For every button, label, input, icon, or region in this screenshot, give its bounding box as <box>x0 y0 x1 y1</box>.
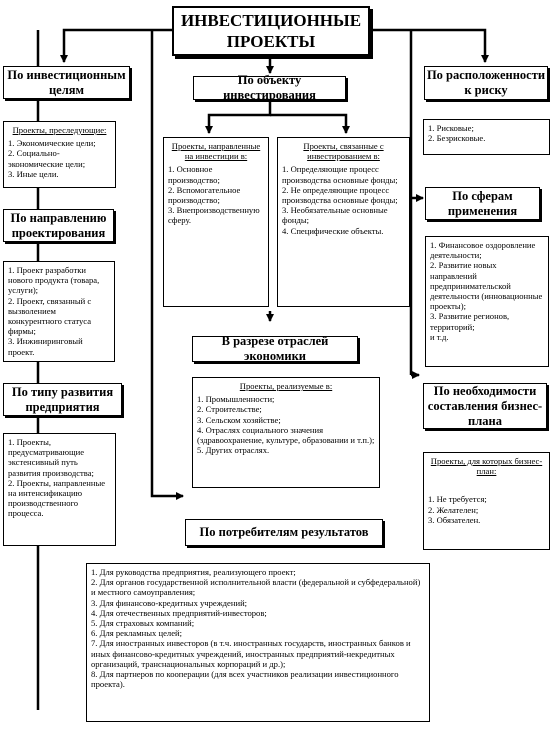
list-item: 8. Для партнеров по кооперации (для всех участников реализации инвестиционного проекта). <box>91 669 425 689</box>
page-title <box>172 6 370 56</box>
consumers-detail <box>86 563 430 722</box>
list-item: 5. Других отраслях. <box>197 445 375 455</box>
list-item: 1. Рисковые; <box>428 123 545 133</box>
detail-subtitle: Проекты, для которых бизнес-план: <box>430 456 543 477</box>
list-item: 1. Экономические цели; <box>8 138 111 148</box>
list-item: 1. Для руководства предприятия, реализующего проект; <box>91 567 425 577</box>
list-item: 4. Специфические объекты. <box>282 226 405 236</box>
object-left-detail <box>163 137 269 307</box>
list-item: 1. Определяющие процесс производства основные фонды; <box>282 164 405 184</box>
list-item: 3. Развитие регионов, территорий; <box>430 311 544 331</box>
category-investment-goals <box>3 66 130 99</box>
sphere-detail <box>425 236 549 367</box>
list-item: 2. Строительстве; <box>197 404 375 414</box>
category-industry <box>192 336 358 362</box>
investment-goals-detail <box>3 121 116 188</box>
category-label: По объекту инвестирования <box>223 73 316 102</box>
detail-subtitle: Проекты, преследующие: <box>12 125 107 135</box>
list-item: 4. Для отечественных предприятий-инвесторов; <box>91 608 425 618</box>
detail-subtitle: Проекты, связанные с инвестированием в: <box>303 141 384 162</box>
category-label: По расположенности к риску <box>426 68 546 97</box>
category-label: По типу развития предприятия <box>11 384 114 414</box>
list-item: 5. Для страховых компаний; <box>91 618 425 628</box>
category-label: По необходимости составления бизнес-плана <box>427 383 543 428</box>
list-item: 7. Для иностранных инвесторов (в т.ч. иностранных государств, иностранных банков и иных финансово-кредитных учреждений, иностранных предприятий-некредитных организаций, транснациональных корпораций и др.); <box>91 638 425 669</box>
category-design-direction <box>3 209 114 242</box>
detail-subtitle: Проекты, направленные на инвестиции в: <box>171 141 261 162</box>
category-label: В разрезе отраслей экономики <box>221 334 329 363</box>
list-item: 2. Не определяющие процесс производства основные фонды; <box>282 185 405 205</box>
list-item: 3. Для финансово-кредитных учреждений; <box>91 598 425 608</box>
category-development-type <box>3 383 122 416</box>
object-right-detail <box>277 137 410 307</box>
list-item: 1. Промышленности; <box>197 394 375 404</box>
category-investment-object <box>193 73 346 102</box>
business-plan-detail <box>423 452 550 550</box>
list-item: 3. Сельском хозяйстве; <box>197 415 375 425</box>
list-item: 1. Проекты, предусматривающие экстенсивный путь развития производства; <box>8 437 111 478</box>
list-item: 3. Иные цели. <box>8 169 111 179</box>
list-item: 6. Для рекламных целей; <box>91 628 425 638</box>
list-item: 2. Проект, связанный с вызволением конкурентного статуса фирмы; <box>8 296 110 337</box>
category-consumers <box>185 519 383 546</box>
category-label: По направлению проектирования <box>10 210 107 240</box>
category-label: По потребителям результатов <box>199 525 369 539</box>
category-application-sphere <box>425 187 540 220</box>
list-item: 1. Проект разработки нового продукта (товара, услуги); <box>8 265 110 296</box>
list-item: 1. Финансовое оздоровление деятельности; <box>430 240 544 260</box>
list-item: 3. Внепроизводственную сферу. <box>168 205 264 225</box>
list-item: 2. Социально-экономические цели; <box>8 148 111 168</box>
category-label: По сферам применения <box>447 188 518 218</box>
list-item: 2. Вспомогательное производство; <box>168 185 264 205</box>
industry-detail <box>192 377 380 488</box>
title-text: ИНВЕСТИЦИОННЫЕ ПРОЕКТЫ <box>180 11 362 51</box>
design-detail <box>3 261 115 362</box>
list-item: 1. Не требуется; <box>428 494 545 504</box>
list-item: 2. Безрисковые. <box>428 133 545 143</box>
list-item: 1. Основное производство; <box>168 164 264 184</box>
development-detail <box>3 433 116 546</box>
list-item: 2. Развитие новых направлений предпринимательской деятельности (инновационные проекты); <box>430 260 544 311</box>
list-item: 3. Обязателен. <box>428 515 545 525</box>
list-item: 4. Отраслях социального значения (здравоохранение, культуре, образовании и т.п.); <box>197 425 375 445</box>
detail-subtitle: Проекты, реализуемые в: <box>239 381 333 391</box>
list-item: 2. Проекты, направленные на интенсификацию производственного процесса. <box>8 478 111 519</box>
list-item: 2. Желателен; <box>428 505 545 515</box>
category-label: По инвестиционным целям <box>7 67 126 97</box>
list-item: 3. Инжиниринговый проект. <box>8 336 110 356</box>
category-business-plan <box>423 383 547 429</box>
risk-detail <box>423 119 550 155</box>
list-item: и т.д. <box>430 331 449 342</box>
category-risk <box>424 66 548 100</box>
list-item: 2. Для органов государственной исполнительной власти (федеральной и субфедеральной) и местного самоуправления; <box>91 577 425 597</box>
list-item: 3. Необязательные основные фонды; <box>282 205 405 225</box>
